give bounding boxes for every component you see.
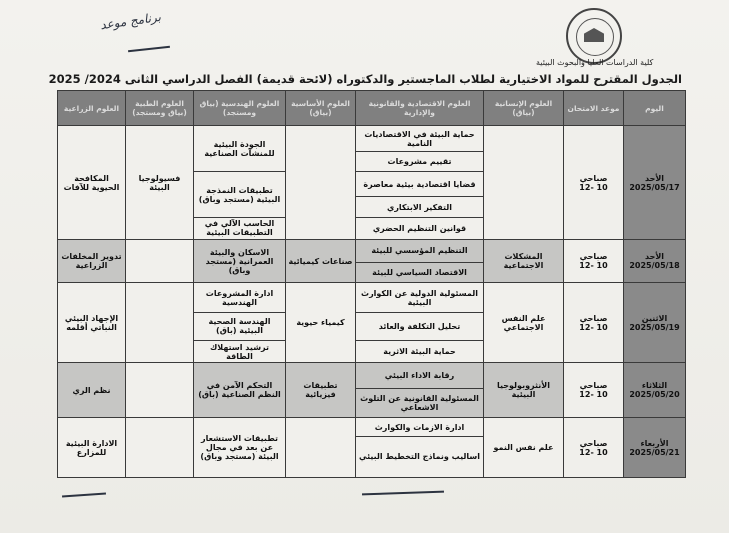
economic-subject: المسئولية الدولية عن الكوارث البيئية bbox=[356, 283, 484, 313]
col-basic: العلوم الأساسية (بياق) bbox=[286, 91, 356, 126]
table-row bbox=[58, 126, 686, 151]
day-cell: الثلاثاء 2025/05/20 bbox=[624, 363, 686, 418]
col-time: موعد الامتحان bbox=[564, 91, 624, 126]
human-cell: المشكلات الاجتماعية bbox=[484, 239, 564, 283]
col-day: اليوم bbox=[624, 91, 686, 126]
day-cell: الأربعاء 2025/05/21 bbox=[624, 418, 686, 478]
engineering-subject: ترشيد استهلاك الطاقة bbox=[194, 340, 286, 363]
medical-cell bbox=[126, 363, 194, 418]
economic-subject: التنظيم المؤسسي للبيئة bbox=[356, 239, 484, 262]
page-title: الجدول المقترح للمواد الاختيارية لطلاب الماجستير والدكتوراه (لائحة قديمة) الفصل الدراسي الثانى 2024/ 2025 bbox=[48, 72, 682, 86]
medical-cell bbox=[126, 418, 194, 478]
col-engineering: العلوم الهندسية (بياق ومستجد) bbox=[194, 91, 286, 126]
engineering-subject: تطبيقات الاستشعار عن بعد في مجال البيئة (مستجد وباق) bbox=[194, 418, 286, 478]
signature-bottom-center bbox=[362, 491, 444, 496]
human-cell: الأنثروبولوجيا البيئية bbox=[484, 363, 564, 418]
time-cell: صباحي 10 -12 bbox=[564, 126, 624, 239]
signature-top bbox=[128, 46, 170, 52]
signature-bottom-left bbox=[62, 492, 106, 497]
day-cell: الأحد 2025/05/17 bbox=[624, 126, 686, 239]
economic-subject: المسئولية القانونية عن التلوث الاشعاعي bbox=[356, 388, 484, 418]
col-agri: العلوم الزراعية bbox=[58, 91, 126, 126]
engineering-subject: تطبيقات النمذجة البيئية (مستجد وباق) bbox=[194, 172, 286, 218]
time-cell: صباحي 10 -12 bbox=[564, 418, 624, 478]
basic-cell bbox=[286, 418, 356, 478]
economic-subject: حماية البيئة الاثرية bbox=[356, 340, 484, 363]
agri-cell: نظم الري bbox=[58, 363, 126, 418]
economic-subject: ادارة الازمات والكوارث bbox=[356, 418, 484, 436]
human-cell bbox=[484, 126, 564, 239]
engineering-subject: الحاسب الآلي في التطبيقات البيئية bbox=[194, 218, 286, 240]
agri-cell: تدوير المخلفات الزراعية bbox=[58, 239, 126, 283]
medical-cell: فسيولوجيا البيئة bbox=[126, 126, 194, 239]
schedule-table bbox=[57, 90, 686, 478]
time-cell: صباحي 10 -12 bbox=[564, 239, 624, 283]
engineering-subject: الجودة البيئية للمنشآت الصناعية bbox=[194, 126, 286, 172]
time-cell: صباحي 10 -12 bbox=[564, 283, 624, 363]
col-human: العلوم الإنسانية (بياق) bbox=[484, 91, 564, 126]
engineering-subject: الهندسة الصحية البيئية (باق) bbox=[194, 313, 286, 340]
human-cell: علم نفس النمو bbox=[484, 418, 564, 478]
time-cell: صباحي 10 -12 bbox=[564, 363, 624, 418]
basic-cell: كيمياء حيوية bbox=[286, 283, 356, 363]
economic-subject: التفكير الابتكاري bbox=[356, 197, 484, 218]
economic-subject: تحليل التكلفة والعائد bbox=[356, 313, 484, 340]
university-seal-icon bbox=[566, 8, 622, 64]
economic-subject: تقييم مشروعات bbox=[356, 151, 484, 172]
medical-cell bbox=[126, 239, 194, 283]
economic-subject: قوانين التنظيم الحضري bbox=[356, 218, 484, 240]
economic-subject: رقابة الاداء البيئي bbox=[356, 363, 484, 388]
economic-subject: الاقتصاد السياسي للبيئة bbox=[356, 262, 484, 283]
basic-cell bbox=[286, 126, 356, 239]
table-row bbox=[58, 363, 686, 388]
agri-cell: الادارة البيئية للمزارع bbox=[58, 418, 126, 478]
engineering-subject: الاسكان والبيئة العمرانية (مستجد وباق) bbox=[194, 239, 286, 283]
economic-subject: حماية البيئة في الاقتصاديات النامية bbox=[356, 126, 484, 151]
col-medical: العلوم الطبية (بياق ومستجد) bbox=[126, 91, 194, 126]
engineering-subject: التحكم الآمن في النظم الصناعية (باق) bbox=[194, 363, 286, 418]
day-cell: الاثنين 2025/05/19 bbox=[624, 283, 686, 363]
agri-cell: الإجهاد البيئي النباتي أقلمه bbox=[58, 283, 126, 363]
table-header-row bbox=[58, 91, 686, 126]
economic-subject: قضايا اقتصادية بيئية معاصرة bbox=[356, 172, 484, 197]
agri-cell: المكافحة الحيوية للآفات bbox=[58, 126, 126, 239]
table-row bbox=[58, 283, 686, 313]
col-economic: العلوم الاقتصادية والقانونية والإدارية bbox=[356, 91, 484, 126]
engineering-subject: ادارة المشروعات الهندسية bbox=[194, 283, 286, 313]
table-row bbox=[58, 239, 686, 262]
economic-subject: اساليب ونماذج التخطيط البيئي bbox=[356, 436, 484, 477]
table-row bbox=[58, 418, 686, 436]
human-cell: علم النفس الاجتماعي bbox=[484, 283, 564, 363]
medical-cell bbox=[126, 283, 194, 363]
college-name: كلية الدراسات العليا والبحوث البيئية bbox=[536, 58, 654, 67]
day-cell: الأحد 2025/05/18 bbox=[624, 239, 686, 283]
handwritten-note: برنامج موعد bbox=[99, 9, 162, 33]
basic-cell: صناعات كيميائية bbox=[286, 239, 356, 283]
basic-cell: تطبيقات فيزيائية bbox=[286, 363, 356, 418]
